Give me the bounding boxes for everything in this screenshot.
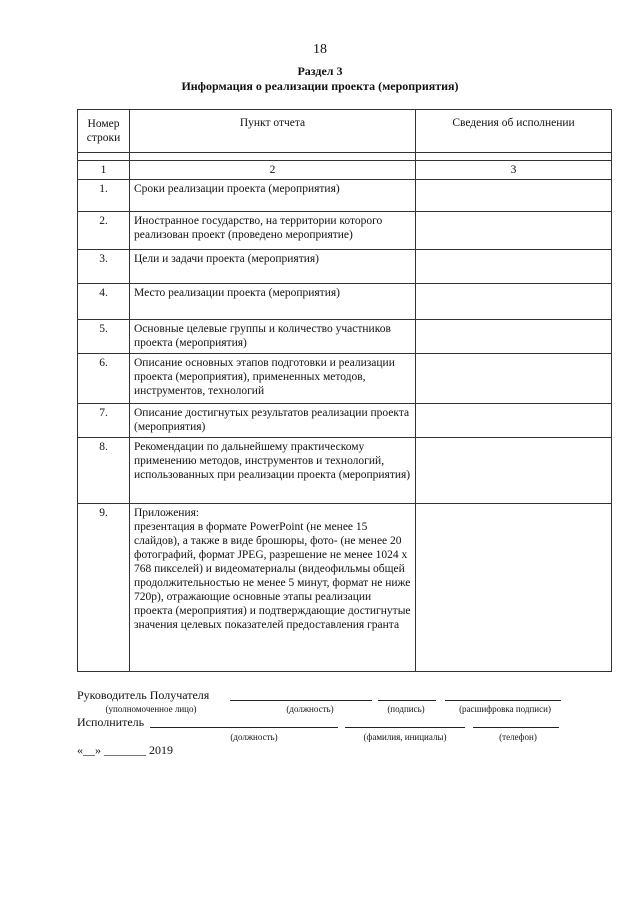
- row-value[interactable]: [416, 284, 612, 320]
- row-item: Основные целевые группы и количество участников проекта (мероприятия): [130, 320, 416, 354]
- section-subtitle: Информация о реализации проекта (мероприятия): [181, 79, 459, 93]
- date-line[interactable]: «__» _______ 2019: [77, 743, 173, 757]
- row-number: 9.: [78, 504, 130, 672]
- row-item: Цели и задачи проекта (мероприятия): [130, 250, 416, 284]
- row-number: 6.: [78, 354, 130, 404]
- row-value[interactable]: [416, 212, 612, 250]
- row-value[interactable]: [416, 504, 612, 672]
- table-row: [78, 320, 612, 354]
- row-item: Рекомендации по дальнейшему практическому применению методов, инструментов и технологий, использованных при реализации проекта (мероприятия): [130, 438, 416, 504]
- executor-position-line[interactable]: [150, 727, 338, 728]
- column-number: 1: [78, 161, 130, 180]
- row-value[interactable]: [416, 404, 612, 438]
- row-item: Описание достигнутых результатов реализации проекта (мероприятия): [130, 404, 416, 438]
- row-item: Место реализации проекта (мероприятия): [130, 284, 416, 320]
- row-number: 3.: [78, 250, 130, 284]
- caption-position: (должность): [286, 704, 334, 714]
- executor-label: Исполнитель: [77, 715, 145, 729]
- row-value[interactable]: [416, 320, 612, 354]
- report-table: [77, 109, 612, 672]
- row-value[interactable]: [416, 250, 612, 284]
- caption-executor-phone: (телефон): [499, 732, 537, 742]
- row-number: 7.: [78, 404, 130, 438]
- section-title: Раздел 3: [297, 64, 343, 78]
- caption-executor-name: (фамилия, инициалы): [363, 732, 447, 742]
- row-number: 8.: [78, 438, 130, 504]
- table-row: [78, 504, 612, 672]
- table-row: [78, 212, 612, 250]
- caption-executor-position: (должность): [230, 732, 278, 742]
- row-value[interactable]: [416, 438, 612, 504]
- row-value[interactable]: [416, 354, 612, 404]
- head-decoding-line[interactable]: [445, 700, 561, 701]
- head-label: Руководитель Получателя: [77, 688, 210, 702]
- table-row: [78, 438, 612, 504]
- caption-decoding: (расшифровка подписи): [459, 704, 551, 714]
- table-row: [78, 404, 612, 438]
- row-number: 2.: [78, 212, 130, 250]
- row-item: Приложения: презентация в формате PowerPoint (не менее 15 слайдов), а также в виде брошюры, фото- (не менее 20 фотографий, формат JPEG, разрешение не менее 1024 х 768 пикселей) и видеоматериалы (видеофильмы общей продолжительностью не менее 5 минут, формат не ниже 720р), отражающие основные этапы реализации проекта (мероприятия) и подтверждающие достигнутые значения целевых показателей предоставления гранта: [130, 504, 416, 672]
- head-position-line[interactable]: [230, 700, 372, 701]
- section-heading: [0, 64, 640, 94]
- executor-phone-line[interactable]: [473, 727, 559, 728]
- row-item: Описание основных этапов подготовки и реализации проекта (мероприятия), примененных методов, инструментов, технологий: [130, 354, 416, 404]
- header-execution-info: Сведения об исполнении: [416, 110, 612, 153]
- row-item: Иностранное государство, на территории которого реализован проект (проведено мероприятие): [130, 212, 416, 250]
- row-number: 1.: [78, 180, 130, 212]
- executor-name-line[interactable]: [345, 727, 465, 728]
- row-item: Сроки реализации проекта (мероприятия): [130, 180, 416, 212]
- header-report-item: Пункт отчета: [130, 110, 416, 153]
- column-number: 3: [416, 161, 612, 180]
- column-number: 2: [130, 161, 416, 180]
- table-row: [78, 354, 612, 404]
- caption-authorized-person: (уполномоченное лицо): [105, 704, 197, 714]
- head-signature-line[interactable]: [378, 700, 436, 701]
- row-number: 4.: [78, 284, 130, 320]
- header-row-number: Номер строки: [78, 110, 130, 153]
- row-value[interactable]: [416, 180, 612, 212]
- table-row: [78, 250, 612, 284]
- table-row: [78, 180, 612, 212]
- table-row: [78, 284, 612, 320]
- page-number: 18: [313, 42, 327, 57]
- caption-signature: (подпись): [387, 704, 425, 714]
- row-number: 5.: [78, 320, 130, 354]
